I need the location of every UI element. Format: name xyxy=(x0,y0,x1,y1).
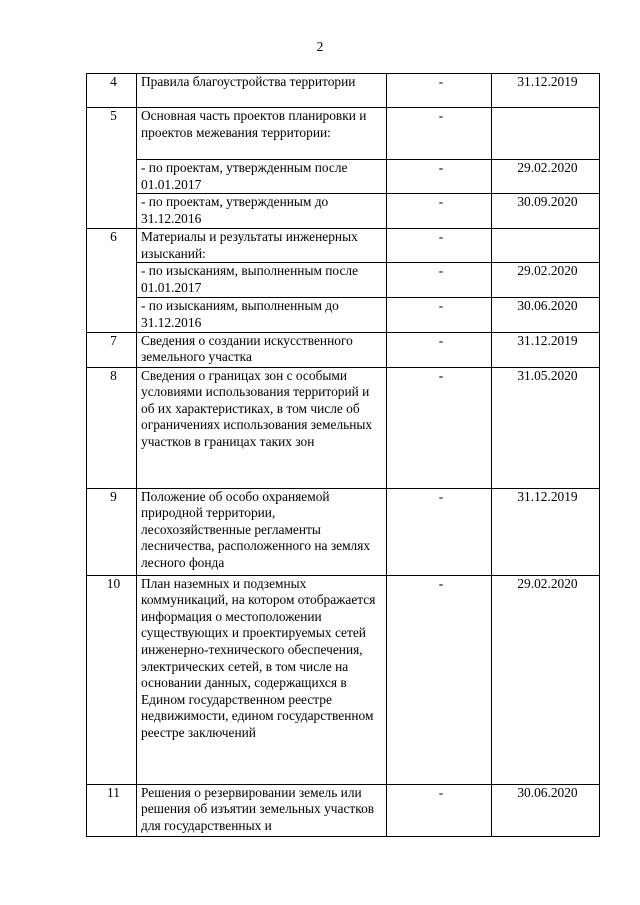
table-row xyxy=(87,263,600,298)
row-date: 30.06.2020 xyxy=(492,298,600,332)
table-row xyxy=(87,488,600,575)
row-number: 8 xyxy=(87,367,137,488)
row-dash: - xyxy=(387,263,492,298)
row-date: 31.12.2019 xyxy=(492,332,600,367)
row-description: Положение об особо охраняемой природной территории, лесохозяйственные регламенты лесничества, расположенного на землях лесного фонда xyxy=(137,488,387,575)
table-row xyxy=(87,160,600,194)
table-row xyxy=(87,108,600,160)
row-date: 31.05.2020 xyxy=(492,367,600,488)
row-number: 5 xyxy=(87,108,137,229)
row-dash: - xyxy=(387,194,492,229)
deadline-table xyxy=(86,73,600,837)
row-date xyxy=(492,108,600,160)
row-description: - по проектам, утвержденным после 01.01.2017 xyxy=(137,160,387,194)
table-row xyxy=(87,194,600,229)
table-row xyxy=(87,332,600,367)
row-dash: - xyxy=(387,784,492,836)
row-date: 30.09.2020 xyxy=(492,194,600,229)
table-row xyxy=(87,229,600,263)
row-dash: - xyxy=(387,575,492,784)
row-dash: - xyxy=(387,160,492,194)
row-date: 30.06.2020 xyxy=(492,784,600,836)
row-dash: - xyxy=(387,229,492,263)
row-date: 29.02.2020 xyxy=(492,160,600,194)
page-number: 2 xyxy=(316,39,324,54)
table-row xyxy=(87,367,600,488)
row-number: 4 xyxy=(87,74,137,108)
row-description: Основная часть проектов планировки и проектов межевания территории: xyxy=(137,108,387,160)
row-dash: - xyxy=(387,74,492,108)
row-dash: - xyxy=(387,367,492,488)
table-row xyxy=(87,784,600,836)
row-date: 29.02.2020 xyxy=(492,575,600,784)
row-number: 6 xyxy=(87,229,137,332)
table-row xyxy=(87,575,600,784)
row-description: План наземных и подземных коммуникаций, на котором отображается информация о местоположении существующих и проектируемых сетей инженерно-технического обеспечения, электрических сетей, в том числе на основании данных, содержащихся в Едином государственном реестре недвижимости, едином государственном реестре заключений xyxy=(137,575,387,784)
row-description: Сведения о создании искусственного земельного участка xyxy=(137,332,387,367)
row-date: 31.12.2019 xyxy=(492,74,600,108)
row-number: 9 xyxy=(87,488,137,575)
row-description: Правила благоустройства территории xyxy=(137,74,387,108)
table-row xyxy=(87,298,600,332)
row-description: Материалы и результаты инженерных изысканий: xyxy=(137,229,387,263)
row-description: - по изысканиям, выполненным до 31.12.2016 xyxy=(137,298,387,332)
row-description: Решения о резервировании земель или решения об изъятии земельных участков для государственных и xyxy=(137,784,387,836)
row-dash: - xyxy=(387,298,492,332)
table-row xyxy=(87,74,600,108)
row-date: 29.02.2020 xyxy=(492,263,600,298)
row-date xyxy=(492,229,600,263)
row-number: 10 xyxy=(87,575,137,784)
row-description: Сведения о границах зон с особыми условиями использования территорий и об их характеристиках, в том числе об ограничениях использования земельных участков в границах таких зон xyxy=(137,367,387,488)
row-description: - по изысканиям, выполненным после 01.01.2017 xyxy=(137,263,387,298)
row-dash: - xyxy=(387,332,492,367)
row-number: 7 xyxy=(87,332,137,367)
row-number: 11 xyxy=(87,784,137,836)
row-description: - по проектам, утвержденным до 31.12.2016 xyxy=(137,194,387,229)
row-date: 31.12.2019 xyxy=(492,488,600,575)
row-dash: - xyxy=(387,108,492,160)
row-dash: - xyxy=(387,488,492,575)
